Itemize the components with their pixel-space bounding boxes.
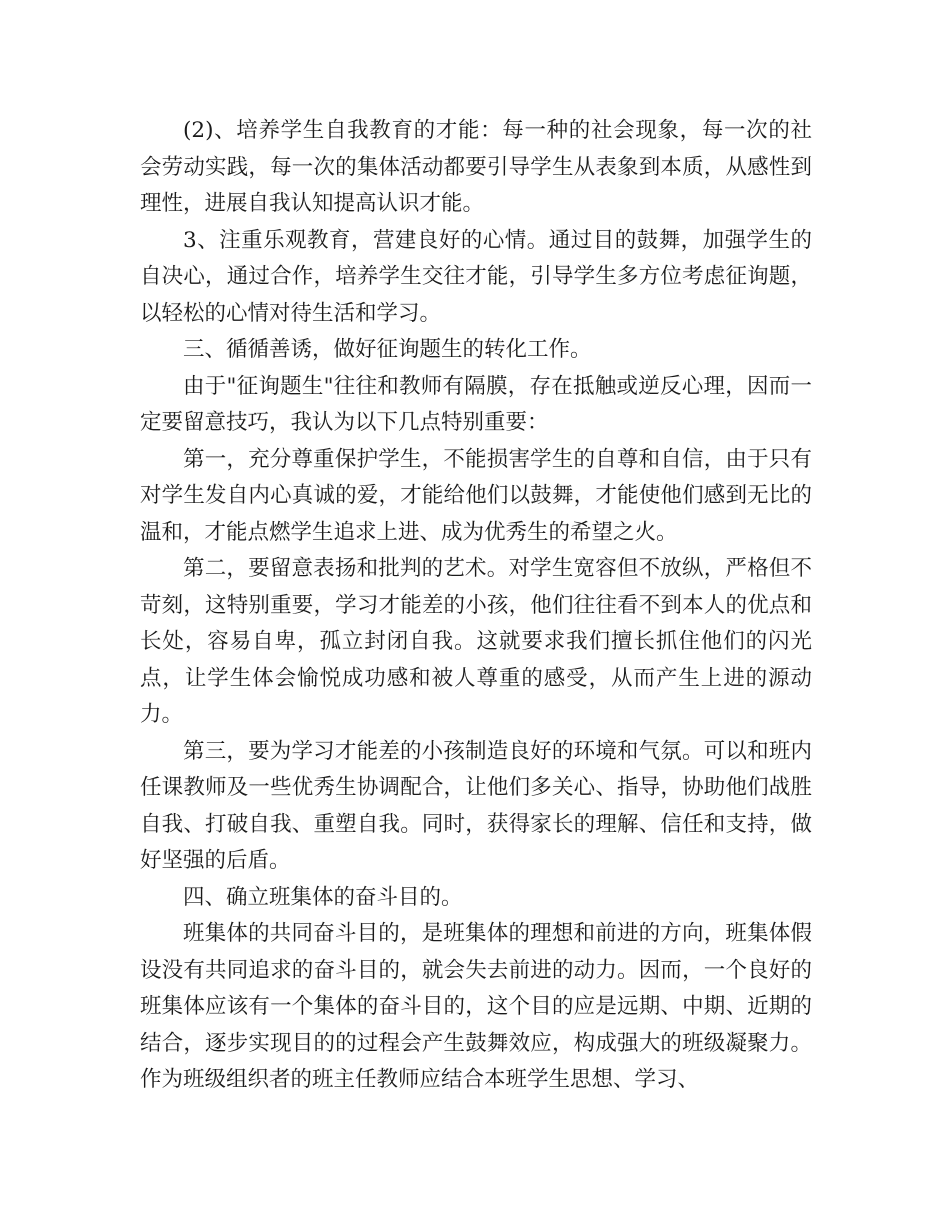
paragraph-optimism-education: 3、注重乐观教育，营建良好的心情。通过目的鼓舞，加强学生的自决心，通过合作，培养学生交往才能，引导学生多方位考虑征询题，以轻松的心情对待生活和学习。 (140, 227, 812, 326)
paragraph-class-goals: 班集体的共同奋斗目的，是班集体的理想和前进的方向，班集体假设没有共同追求的奋斗目的，就会失去前进的动力。因而，一个良好的班集体应该有一个集体的奋斗目的，这个目的应是远期、中期、近期的结合，逐步实现目的的过程会产生鼓舞效应，构成强大的班级凝聚力。作为班级组织者的班主任教师应结合本班学生思想、学习、 (140, 921, 812, 1092)
document-body (140, 113, 812, 1099)
paragraph-problem-students-intro: 由于"征询题生"往往和教师有隔膜，存在抵触或逆反心理，因而一定要留意技巧，我认为以下几点特别重要： (140, 373, 812, 435)
paragraph-second-praise-criticism: 第二，要留意表扬和批判的艺术。对学生宽容但不放纵，严格但不苛刻，这特别重要，学习才能差的小孩，他们往往看不到本人的优点和长处，容易自卑，孤立封闭自我。这就要求我们擅长抓住他们的闪光点，让学生体会愉悦成功感和被人尊重的感受，从而产生上进的源动力。 (140, 556, 812, 727)
paragraph-third-environment: 第三，要为学习才能差的小孩制造良好的环境和气氛。可以和班内任课教师及一些优秀生协调配合，让他们多关心、指导，协助他们战胜自我、打破自我、重塑自我。同时，获得家长的理解、信任和支持，做好坚强的后盾。 (140, 738, 812, 873)
section-heading-problem-students: 三、循循善诱，做好征询题生的转化工作。 (183, 337, 592, 362)
section-heading-class-goals: 四、确立班集体的奋斗目的。 (183, 884, 463, 910)
paragraph-self-education: (2)、培养学生自我教育的才能：每一种的社会现象，每一次的社会劳动实践，每一次的集体活动都要引导学生从表象到本质，从感性到理性，进展自我认知提高认识才能。 (140, 118, 812, 216)
paragraph-first-respect: 第一，充分尊重保护学生，不能损害学生的自尊和自信，由于只有对学生发自内心真诚的爱，才能给他们以鼓舞，才能使他们感到无比的温和，才能点燃学生追求上进、成为优秀生的希望之火。 (140, 446, 812, 545)
